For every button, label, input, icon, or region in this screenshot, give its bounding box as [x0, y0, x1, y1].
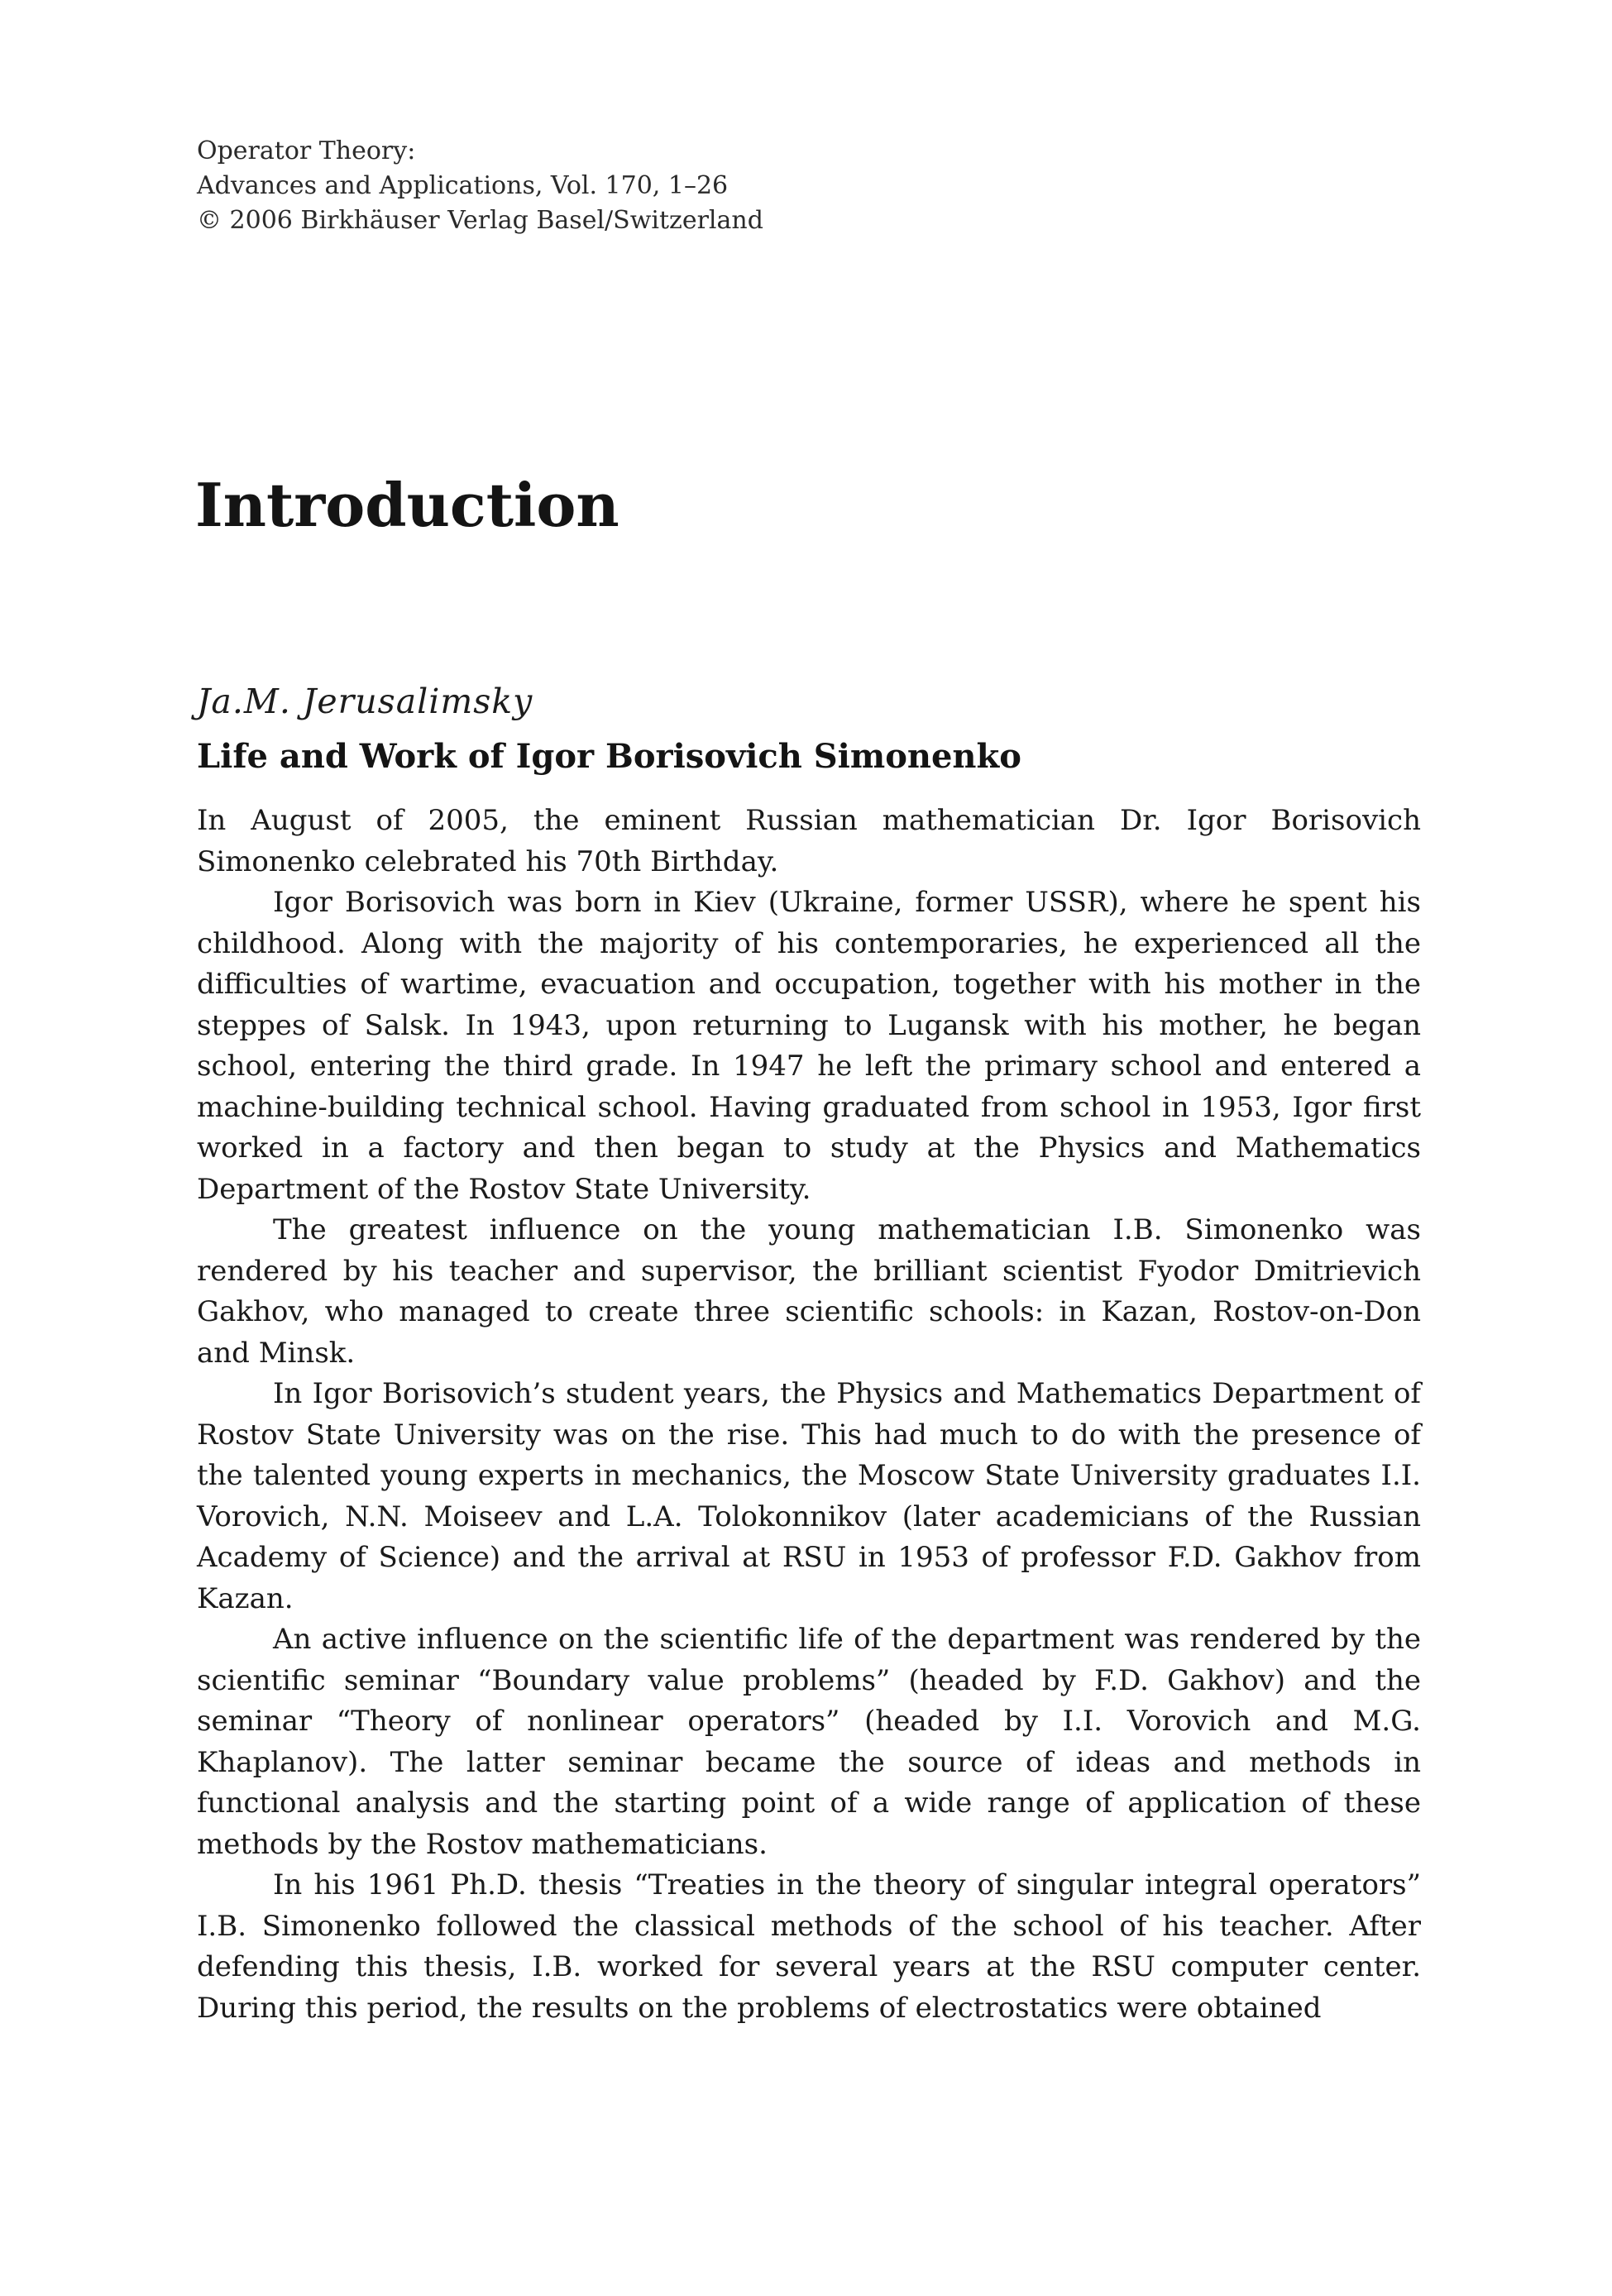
copyright-line: © 2006 Birkhäuser Verlag Basel/Switzerland — [197, 206, 763, 235]
chapter-title: Introduction — [195, 470, 619, 540]
volume-line: Advances and Applications, Vol. 170, 1–26 — [197, 171, 729, 200]
body-paragraph: In August of 2005, the eminent Russian mathematician Dr. Igor Borisovich Simonenko celebrated his 70th Birthday. — [197, 804, 1421, 878]
publication-header — [197, 134, 1189, 238]
body-paragraph: The greatest influence on the young mathematician I.B. Simonenko was rendered by his teacher and supervisor, the brilliant scientist Fyodor Dmitrievich Gakhov, who managed to create three scientific schools: in Kazan, Rostov-on-Don and Minsk. — [197, 1213, 1421, 1370]
article-author: Ja.M. Jerusalimsky — [197, 682, 533, 721]
body-paragraph: Igor Borisovich was born in Kiev (Ukraine, former USSR), where he spent his childhood. Along with the majority of his contemporaries, he experienced all the difficulties of wartime, evacuation and occupation, together with his mother in the steppes of Salsk. In 1943, upon returning to Lugansk with his mother, he began school, entering the third grade. In 1947 he left the primary school and entered a machine-building technical school. Having graduated from school in 1953, Igor first worked in a factory and then began to study at the Physics and Mathematics Department of the Rostov State University. — [197, 886, 1421, 1206]
series-line: Operator Theory: — [197, 136, 416, 165]
article-body — [197, 801, 1421, 2029]
body-paragraph: An active influence on the scientific life of the department was rendered by the scientific seminar “Boundary value problems” (headed by F.D. Gakhov) and the seminar “Theory of nonlinear operators” (headed by I.I. Vorovich and M.G. Khaplanov). The latter seminar became the source of ideas and methods in functional analysis and the starting point of a wide range of application of these methods by the Rostov mathematicians. — [197, 1623, 1421, 1861]
article-title: Life and Work of Igor Borisovich Simonenko — [197, 737, 1021, 776]
body-paragraph: In Igor Borisovich’s student years, the Physics and Mathematics Department of Rostov State University was on the rise. This had much to do with the presence of the talented young experts in mechanics, the Moscow State University graduates I.I. Vorovich, N.N. Moiseev and L.A. Tolokonnikov (later academicians of the Russian Academy of Science) and the arrival at RSU in 1953 of professor F.D. Gakhov from Kazan. — [197, 1377, 1421, 1615]
body-paragraph: In his 1961 Ph.D. thesis “Treaties in the theory of singular integral operators” I.B. Simonenko followed the classical methods of the school of his teacher. After defending this thesis, I.B. worked for several years at the RSU computer center. During this period, the results on the problems of electrostatics were obtained — [197, 1868, 1421, 2025]
